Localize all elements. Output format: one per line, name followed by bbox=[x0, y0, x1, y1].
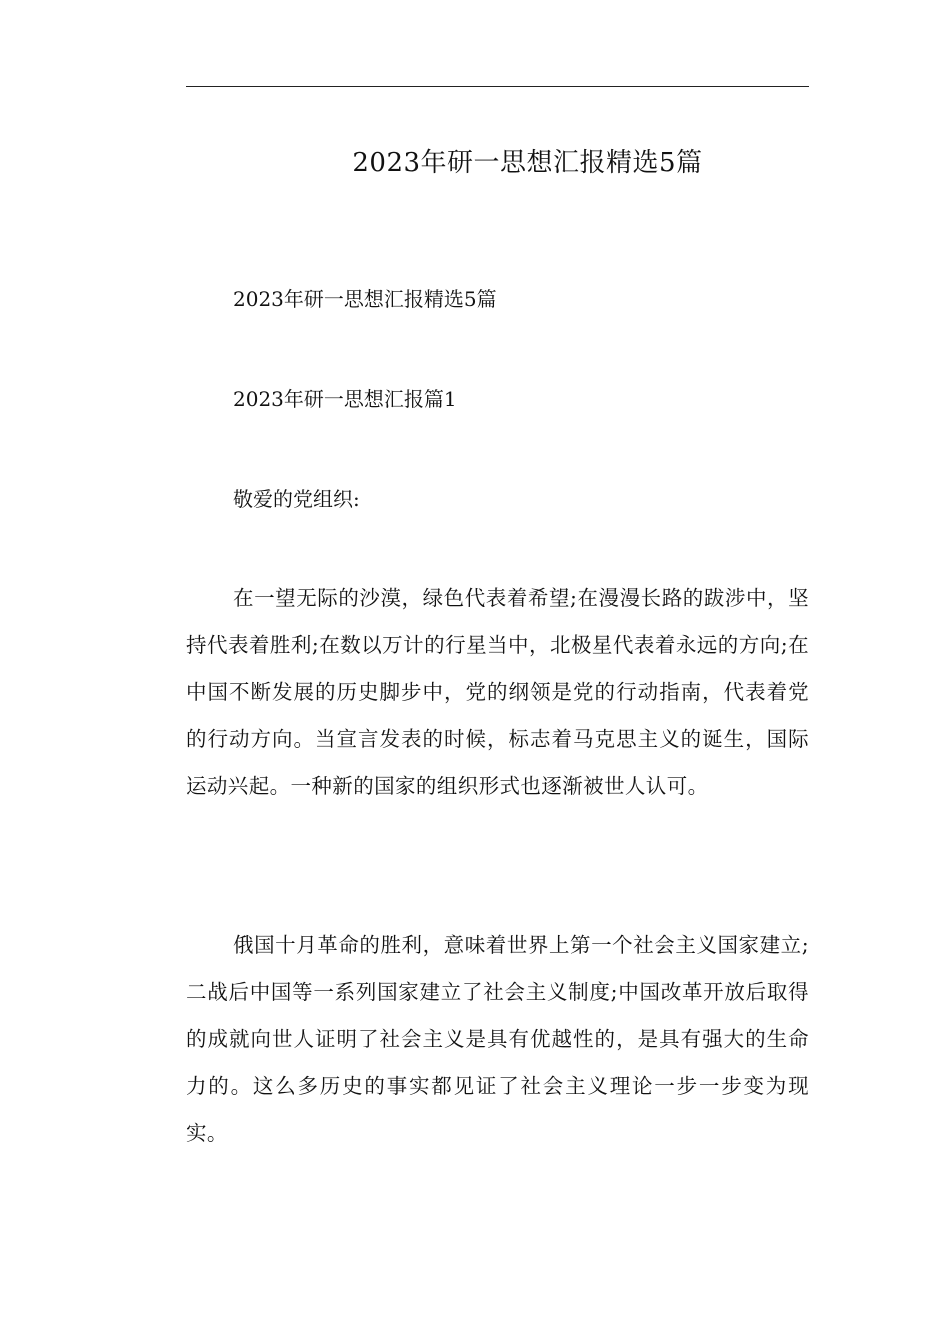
document-title: 2023年研一思想汇报精选5篇 bbox=[352, 148, 703, 178]
header-rule bbox=[186, 86, 809, 87]
section-heading: 2023年研一思想汇报篇1 bbox=[233, 387, 457, 411]
salutation: 敬爱的党组织: bbox=[233, 487, 360, 511]
document-subtitle: 2023年研一思想汇报精选5篇 bbox=[233, 287, 497, 311]
paragraph-1: 在一望无际的沙漠，绿色代表着希望;在漫漫长路的跋涉中，坚持代表着胜利;在数以万计的行星当中，北极星代表着永远的方向;在中国不断发展的历史脚步中，党的纲领是党的行动指南，代表着党的行动方向。当宣言发表的时候，标志着马克思主义的诞生，国际运动兴起。一种新的国家的组织形式也逐渐被世人认可。 bbox=[186, 586, 809, 798]
paragraph-2: 俄国十月革命的胜利，意味着世界上第一个社会主义国家建立;二战后中国等一系列国家建立了社会主义制度;中国改革开放后取得的成就向世人证明了社会主义是具有优越性的，是具有强大的生命力的。这么多历史的事实都见证了社会主义理论一步一步变为现实。 bbox=[186, 933, 809, 1145]
